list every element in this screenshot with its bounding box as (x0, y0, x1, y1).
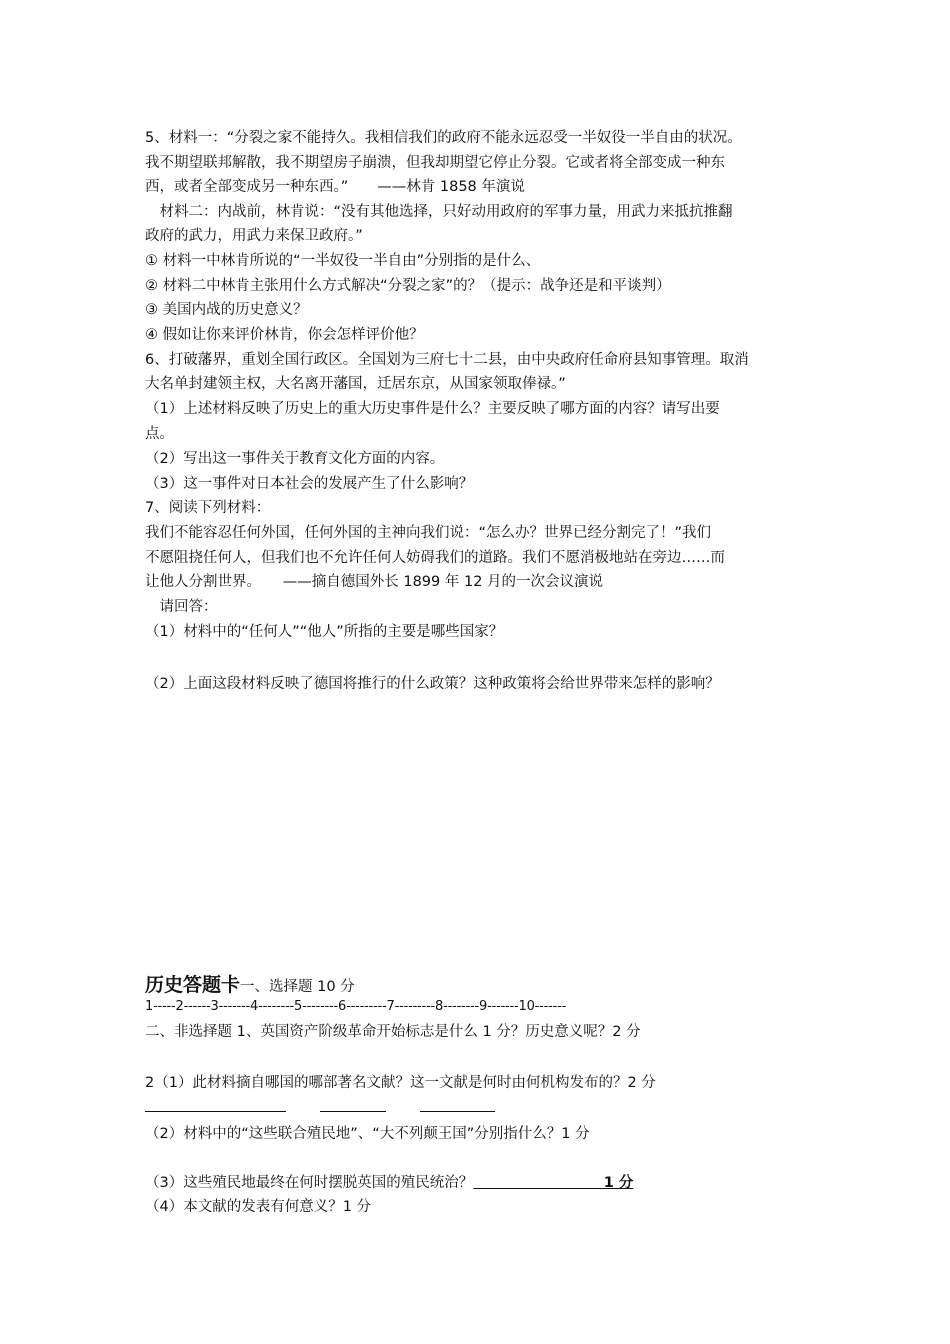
answer-card-section1: 一、选择题 10 分 (240, 979, 355, 995)
q5-subquestion-3: ③ 美国内战的历史意义？ (145, 302, 308, 318)
q7-material-line2: 不愿阻挠任何人，但我们也不允许任何人妨碍我们的道路。我们不愿消极地站在旁边……而 (145, 550, 725, 566)
q5-material2-line1: 材料二：内战前，林肯说：“没有其他选择，只好动用政府的军事力量，用武力来抵抗推翻 (145, 204, 733, 220)
q6-subquestion-2: （2）写出这一事件关于教育文化方面的内容。 (145, 451, 445, 467)
q5-material1-line1: 5、材料一：“分裂之家不能持久。我相信我们的政府不能永远忍受一半奴役一半自由的状况。 (145, 130, 742, 146)
q5-material2-line2: 政府的武力，用武力来保卫政府。” (145, 228, 363, 244)
q5-material1-line2: 我不期望联邦解散，我不期望房子崩溃，但我却期望它停止分裂。它或者将全部变成一种东 (145, 155, 725, 171)
q7-heading: 7、阅读下列材料： (145, 500, 271, 516)
answer-blank-1[interactable] (145, 1111, 286, 1112)
q5-subquestion-4: ④ 假如让你来评价林肯，你会怎样评价他？ (145, 327, 424, 343)
answer-card-choice-numbers: 1-----2------3-------4--------5--------6---------7---------8--------9-------10------- (145, 999, 567, 1014)
answer-card-section2: 二、非选择题 1、英国资产阶级革命开始标志是什么 1 分？历史意义呢？2 分 (145, 1024, 641, 1040)
q5-subquestion-2: ② 材料二中林肯主张用什么方式解决“分裂之家”的？（提示：战争还是和平谈判） (145, 278, 671, 294)
q6-subquestion-1b: 点。 (145, 426, 174, 442)
q6-material-line1: 6、打破藩界，重划全国行政区。全国划为三府七十二县，由中央政府任命府县知事管理。取消 (145, 352, 749, 368)
q6-material-line2: 大名单封建领主权，大名离开藩国，迁居东京，从国家领取俸禄。” (145, 376, 566, 392)
answer-card-q2-3: （3）这些殖民地最终在何时摆脱英国的殖民统治？ (145, 1175, 474, 1191)
answer-blank-2[interactable] (320, 1111, 386, 1112)
answer-card-q2-3-score: 1 分 (603, 1175, 634, 1191)
answer-card-q2-4: （4）本文献的发表有何意义？1 分 (145, 1199, 372, 1215)
q7-subquestion-1: （1）材料中的“任何人”“他人”所指的主要是哪些国家？ (145, 624, 504, 640)
q7-subquestion-2: （2）上面这段材料反映了德国将推行的什么政策？这种政策将会给世界带来怎样的影响？ (145, 676, 720, 692)
q6-subquestion-1a: （1）上述材料反映了历史上的重大历史事件是什么？主要反映了哪方面的内容？请写出要 (145, 401, 720, 417)
answer-blank-q2-3[interactable] (473, 1175, 604, 1191)
answer-card-q2-1: 2（1）此材料摘自哪国的哪部著名文献？这一文献是何时由何机构发布的？2 分 (145, 1075, 656, 1091)
q5-material1-line3: 西，或者全部变成另一种东西。” ——林肯 1858 年演说 (145, 179, 525, 195)
answer-card-q2-2: （2）材料中的“这些联合殖民地”、“大不列颠王国”分别指什么？1 分 (145, 1126, 590, 1142)
answer-blank-3[interactable] (420, 1111, 495, 1112)
answer-card-q2-3-line (145, 1173, 825, 1193)
q6-subquestion-3: （3）这一事件对日本社会的发展产生了什么影响？ (145, 476, 474, 492)
q7-prompt: 请回答： (145, 599, 218, 615)
answer-card-header (145, 972, 355, 1000)
q7-material-line1: 我们不能容忍任何外国，任何外国的主神向我们说：“怎么办？世界已经分割完了！”我们 (145, 525, 712, 541)
q5-subquestion-1: ① 材料一中林肯所说的“一半奴役一半自由”分别指的是什么、 (145, 253, 541, 269)
q7-material-line3: 让他人分割世界。 ——摘自德国外长 1899 年 12 月的一次会议演说 (145, 574, 604, 590)
answer-card-title: 历史答题卡 (145, 974, 241, 996)
